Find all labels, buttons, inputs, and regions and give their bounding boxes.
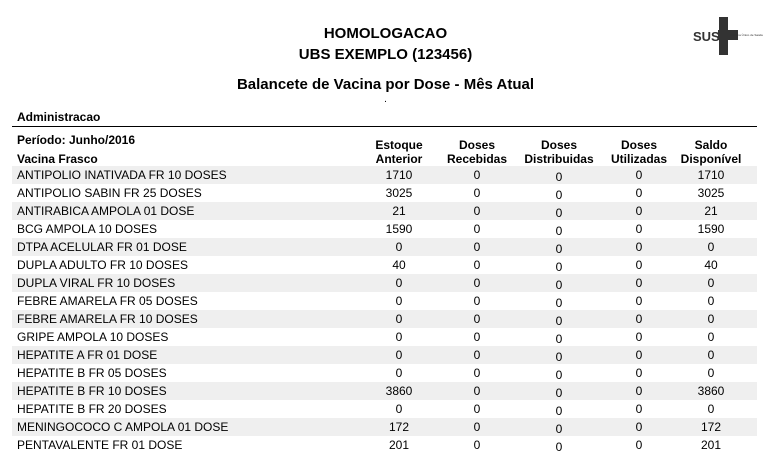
distribuidas-value: 0 xyxy=(555,332,563,346)
table-row xyxy=(12,436,757,454)
sus-logo-text: SUS xyxy=(693,29,720,44)
table-row xyxy=(12,166,757,184)
vacina-name: FEBRE AMARELA FR 05 DOSES xyxy=(17,294,198,308)
saldo-value: 0 xyxy=(707,276,715,290)
recebidas-value: 0 xyxy=(473,240,481,254)
report-header-dot: . xyxy=(384,94,387,105)
saldo-value: 40 xyxy=(704,258,718,272)
saldo-value: 0 xyxy=(707,402,715,416)
utilizadas-value: 0 xyxy=(635,384,643,398)
saldo-value: 1590 xyxy=(697,222,725,236)
distribuidas-value: 0 xyxy=(555,404,563,418)
estoque-value: 0 xyxy=(395,240,403,254)
table-row xyxy=(12,418,757,436)
utilizadas-value: 0 xyxy=(635,222,643,236)
estoque-value: 0 xyxy=(395,294,403,308)
utilizadas-value: 0 xyxy=(635,438,643,452)
estoque-value: 0 xyxy=(395,330,403,344)
vacina-name: ANTIRABICA AMPOLA 01 DOSE xyxy=(17,204,195,218)
recebidas-value: 0 xyxy=(473,204,481,218)
recebidas-value: 0 xyxy=(473,330,481,344)
estoque-value: 1710 xyxy=(385,168,413,182)
recebidas-value: 0 xyxy=(473,312,481,326)
utilizadas-value: 0 xyxy=(635,294,643,308)
table-row xyxy=(12,292,757,310)
saldo-value: 3025 xyxy=(697,186,725,200)
sus-logo-subtext: Sistema Único de Saúde xyxy=(730,33,764,37)
distribuidas-value: 0 xyxy=(555,314,563,328)
utilizadas-value: 0 xyxy=(635,402,643,416)
distribuidas-value: 0 xyxy=(555,206,563,220)
estoque-value: 3860 xyxy=(385,384,413,398)
table-row xyxy=(12,346,757,364)
vacina-name: HEPATITE B FR 05 DOSES xyxy=(17,366,167,380)
estoque-value: 0 xyxy=(395,276,403,290)
vacina-name: BCG AMPOLA 10 DOSES xyxy=(17,222,158,236)
utilizadas-value: 0 xyxy=(635,330,643,344)
utilizadas-value: 0 xyxy=(635,204,643,218)
vacina-name: DUPLA VIRAL FR 10 DOSES xyxy=(17,276,176,290)
column-header-recebidas: Doses Recebidas xyxy=(446,138,508,166)
table-row xyxy=(12,274,757,292)
utilizadas-value: 0 xyxy=(635,348,643,362)
vacina-name: DUPLA ADULTO FR 10 DOSES xyxy=(17,258,188,272)
distribuidas-value: 0 xyxy=(555,386,563,400)
distribuidas-value: 0 xyxy=(555,422,563,436)
recebidas-value: 0 xyxy=(473,168,481,182)
saldo-value: 0 xyxy=(707,312,715,326)
recebidas-value: 0 xyxy=(473,222,481,236)
vacina-name: FEBRE AMARELA FR 10 DOSES xyxy=(17,312,198,326)
estoque-value: 0 xyxy=(395,402,403,416)
vacina-name: ANTIPOLIO SABIN FR 25 DOSES xyxy=(17,186,202,200)
saldo-value: 21 xyxy=(704,204,718,218)
recebidas-value: 0 xyxy=(473,276,481,290)
distribuidas-value: 0 xyxy=(555,224,563,238)
saldo-value: 0 xyxy=(707,240,715,254)
column-header-distribuidas: Doses Distribuidas xyxy=(524,138,594,166)
estoque-value: 172 xyxy=(388,420,410,434)
saldo-value: 0 xyxy=(707,294,715,308)
estoque-value: 21 xyxy=(392,204,406,218)
table-row xyxy=(12,310,757,328)
recebidas-value: 0 xyxy=(473,420,481,434)
recebidas-value: 0 xyxy=(473,294,481,308)
estoque-value: 201 xyxy=(388,438,410,452)
estoque-value: 3025 xyxy=(385,186,413,200)
recebidas-value: 0 xyxy=(473,366,481,380)
vacina-name: PENTAVALENTE FR 01 DOSE xyxy=(17,438,183,452)
utilizadas-value: 0 xyxy=(635,168,643,182)
estoque-value: 0 xyxy=(395,312,403,326)
utilizadas-value: 0 xyxy=(635,366,643,380)
report-title-line2: UBS EXEMPLO (123456) xyxy=(298,46,473,63)
saldo-value: 1710 xyxy=(697,168,725,182)
table-row xyxy=(12,184,757,202)
utilizadas-value: 0 xyxy=(635,240,643,254)
table-row xyxy=(12,382,757,400)
table-row xyxy=(12,202,757,220)
utilizadas-value: 0 xyxy=(635,312,643,326)
recebidas-value: 0 xyxy=(473,258,481,272)
table-row xyxy=(12,256,757,274)
estoque-value: 0 xyxy=(395,348,403,362)
vacina-name: DTPA ACELULAR FR 01 DOSE xyxy=(17,240,187,254)
distribuidas-value: 0 xyxy=(555,368,563,382)
column-header-estoque: Estoque Anterior xyxy=(375,138,423,166)
utilizadas-value: 0 xyxy=(635,186,643,200)
vaccine-table xyxy=(12,166,757,454)
utilizadas-value: 0 xyxy=(635,258,643,272)
column-header-utilizadas: Doses Utilizadas xyxy=(610,138,667,166)
table-row xyxy=(12,400,757,418)
utilizadas-value: 0 xyxy=(635,420,643,434)
saldo-value: 3860 xyxy=(697,384,725,398)
utilizadas-value: 0 xyxy=(635,276,643,290)
column-header-vacina: Vacina Frasco xyxy=(17,152,98,166)
report-header xyxy=(0,24,771,105)
table-row xyxy=(12,364,757,382)
saldo-value: 0 xyxy=(707,366,715,380)
column-header-saldo: Saldo Disponível xyxy=(680,138,742,166)
distribuidas-value: 0 xyxy=(555,278,563,292)
saldo-value: 0 xyxy=(707,348,715,362)
estoque-value: 1590 xyxy=(385,222,413,236)
section-title: Administracao xyxy=(17,110,101,124)
table-row xyxy=(12,328,757,346)
saldo-value: 201 xyxy=(700,438,722,452)
distribuidas-value: 0 xyxy=(555,296,563,310)
report-title-line3: Balancete de Vacina por Dose - Mês Atual xyxy=(236,76,535,93)
vacina-name: HEPATITE B FR 20 DOSES xyxy=(17,402,167,416)
period-label: Período: Junho/2016 xyxy=(17,133,136,147)
saldo-value: 172 xyxy=(700,420,722,434)
recebidas-value: 0 xyxy=(473,402,481,416)
recebidas-value: 0 xyxy=(473,186,481,200)
sus-logo xyxy=(692,17,764,55)
report-title-line1: HOMOLOGACAO xyxy=(323,25,448,42)
distribuidas-value: 0 xyxy=(555,188,563,202)
vacina-name: ANTIPOLIO INATIVADA FR 10 DOSES xyxy=(17,168,227,182)
distribuidas-value: 0 xyxy=(555,260,563,274)
estoque-value: 40 xyxy=(392,258,406,272)
distribuidas-value: 0 xyxy=(555,242,563,256)
recebidas-value: 0 xyxy=(473,438,481,452)
table-row xyxy=(12,238,757,256)
recebidas-value: 0 xyxy=(473,348,481,362)
distribuidas-value: 0 xyxy=(555,440,563,454)
distribuidas-value: 0 xyxy=(555,170,563,184)
estoque-value: 0 xyxy=(395,366,403,380)
vacina-name: HEPATITE B FR 10 DOSES xyxy=(17,384,167,398)
vacina-name: HEPATITE A FR 01 DOSE xyxy=(17,348,158,362)
distribuidas-value: 0 xyxy=(555,350,563,364)
recebidas-value: 0 xyxy=(473,384,481,398)
table-row xyxy=(12,220,757,238)
section-divider xyxy=(12,126,757,127)
vacina-name: MENINGOCOCO C AMPOLA 01 DOSE xyxy=(17,420,229,434)
vacina-name: GRIPE AMPOLA 10 DOSES xyxy=(17,330,169,344)
saldo-value: 0 xyxy=(707,330,715,344)
